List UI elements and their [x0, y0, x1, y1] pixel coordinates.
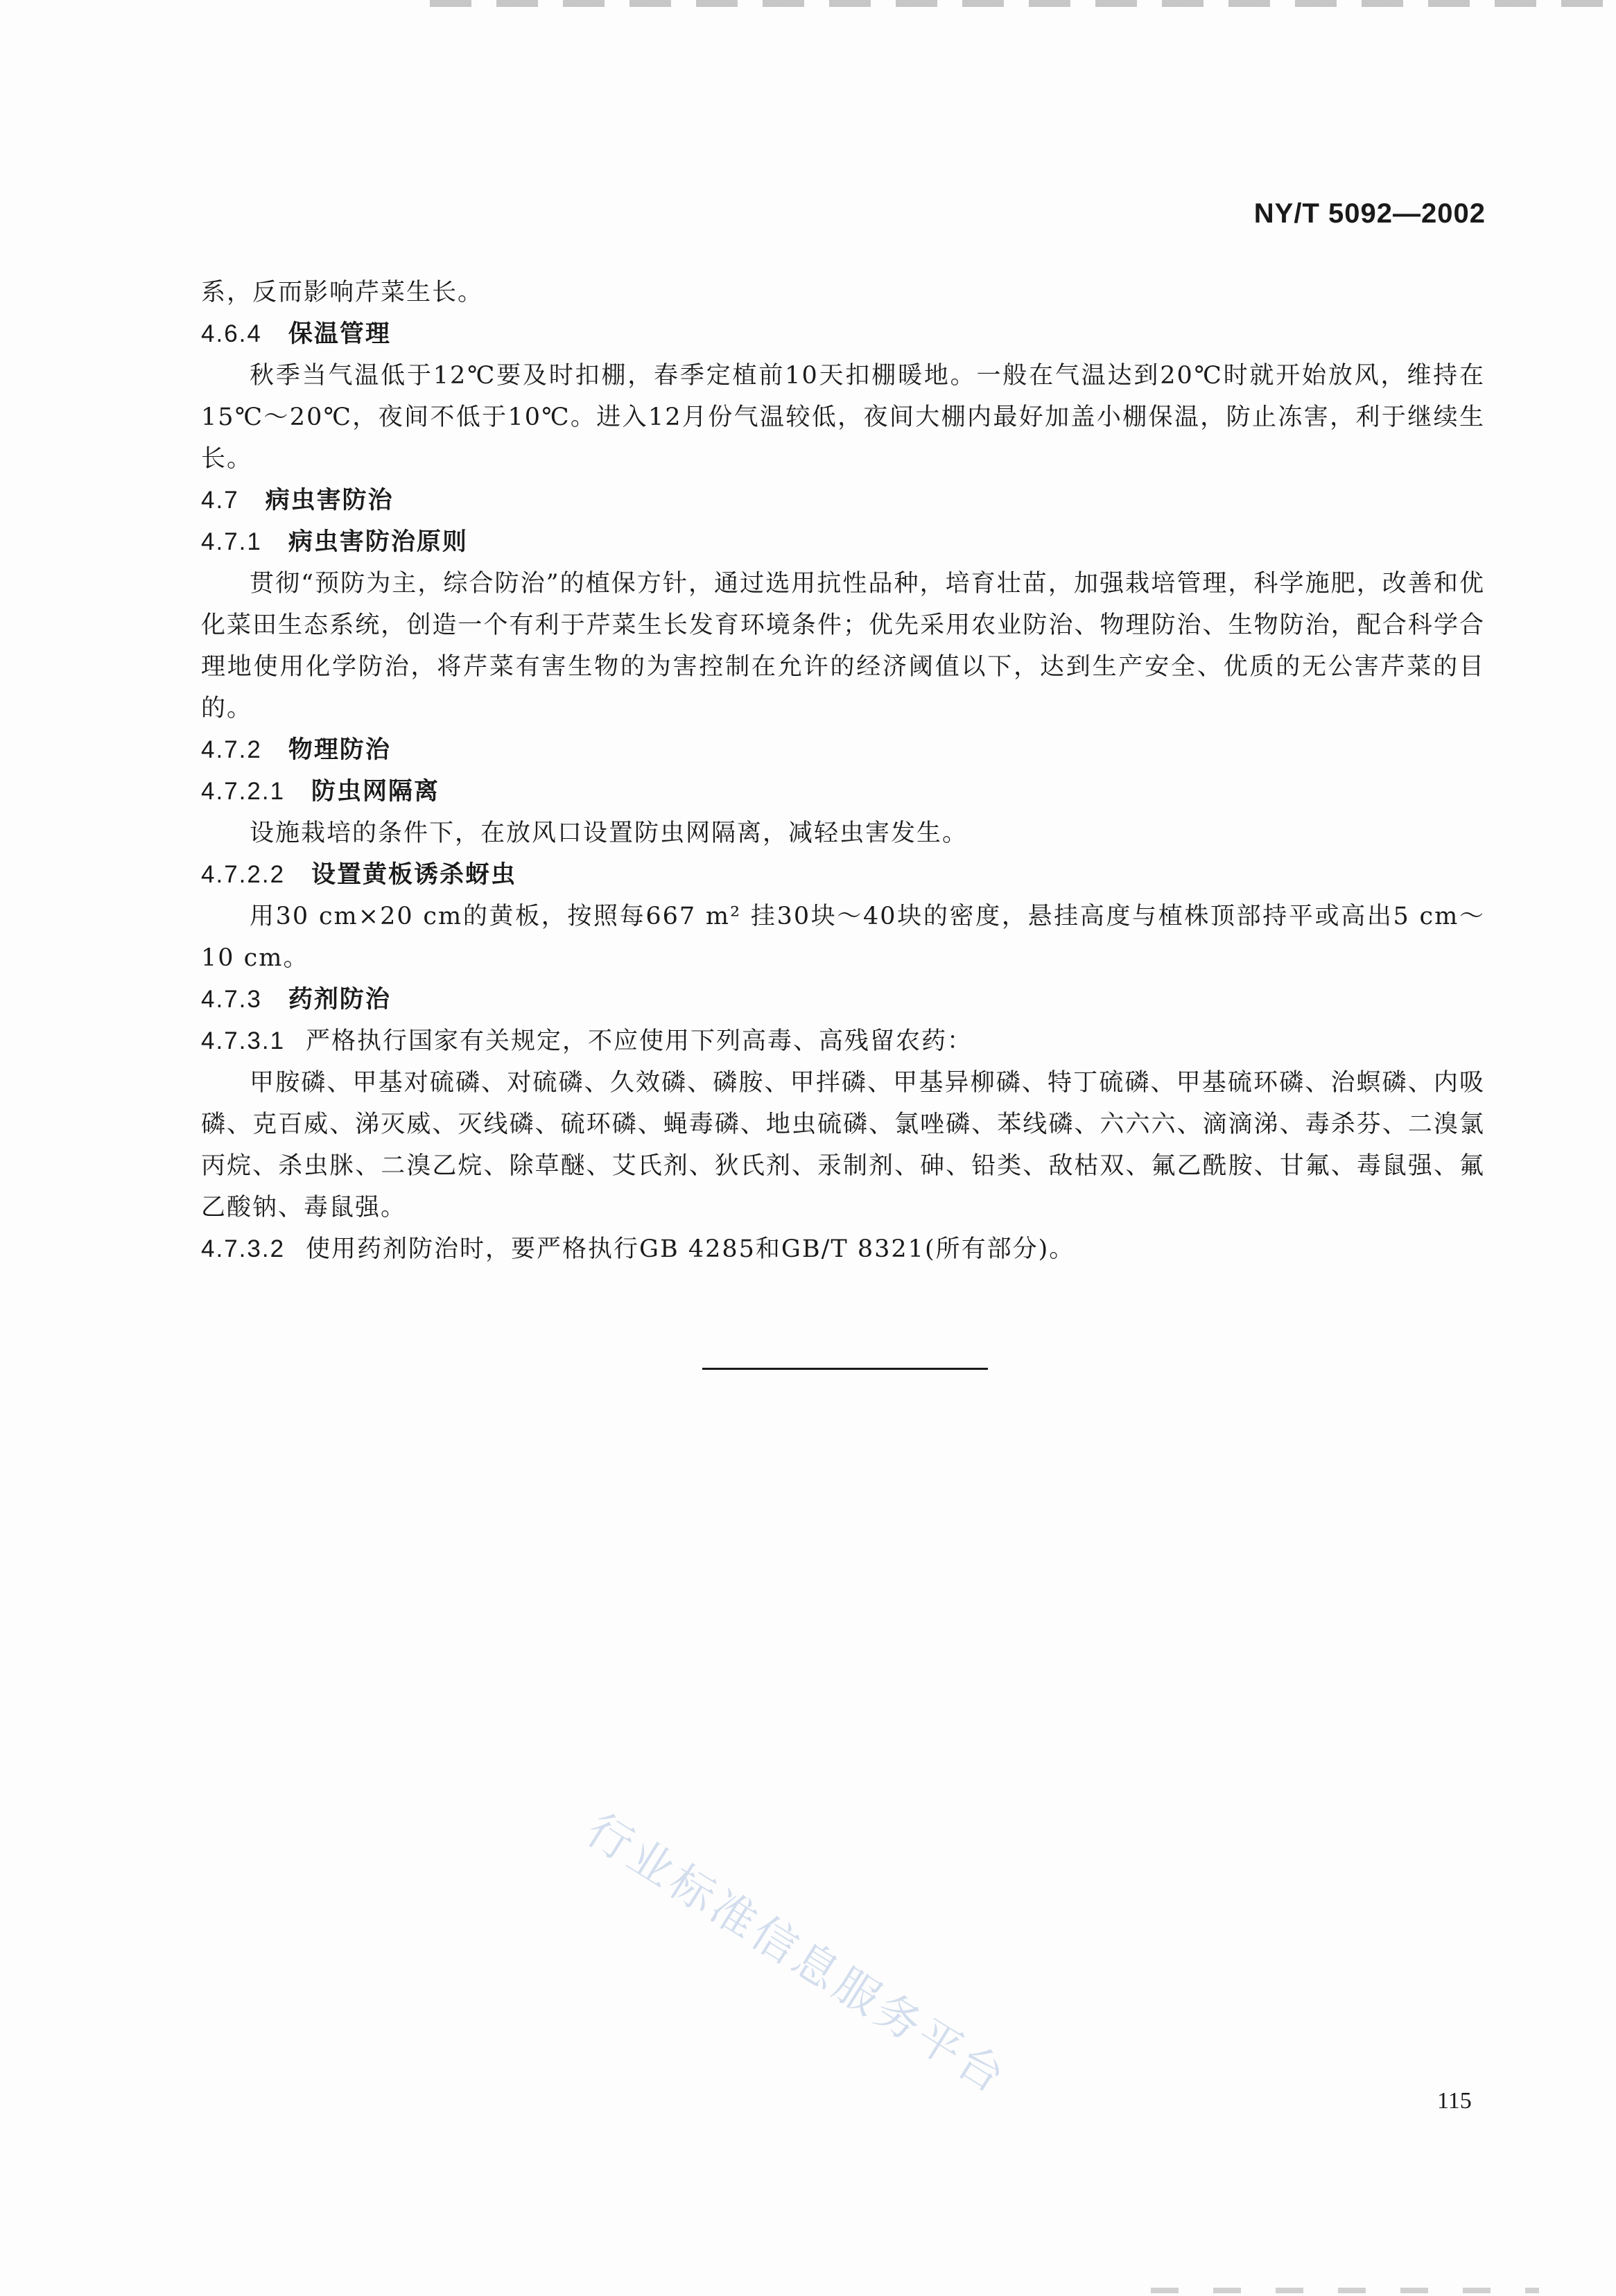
standard-code: NY/T 5092—2002 — [1253, 198, 1486, 229]
section-title: 防虫网隔离 — [311, 778, 440, 806]
section-4-7-3-1-clause — [201, 1020, 1485, 1062]
section-number: 4.7.2 — [201, 736, 262, 763]
section-4-7-heading — [201, 480, 1485, 521]
section-number: 4.7.1 — [201, 528, 262, 555]
end-of-document-rule — [702, 1368, 988, 1370]
section-4-7-3-heading — [201, 979, 1485, 1020]
section-number: 4.7.3 — [201, 986, 262, 1013]
section-number: 4.7.2.2 — [201, 861, 286, 888]
section-4-7-3-2-clause — [201, 1228, 1485, 1270]
section-4-7-1-text: 贯彻“预防为主，综合防治”的植保方针，通过选用抗性品种，培育壮苗，加强栽培管理，科学施肥，改善和优化菜田生态系统，创造一个有利于芹菜生长发育环境条件；优先采用农业防治、物理防治、生物防治，配合科学合理地使用化学防治，将芹菜有害生物的为害控制在允许的经济阈值以下，达到生产安全、优质的无公害芹菜的目的。 — [201, 570, 1485, 722]
section-4-7-2-heading — [201, 729, 1485, 771]
section-number: 4.7.3.2 — [201, 1235, 286, 1262]
section-title: 病虫害防治原则 — [288, 528, 468, 556]
scan-artifact-top — [430, 0, 1608, 7]
page-number: 115 — [1437, 2088, 1472, 2114]
continuation-paragraph: 系，反而影响芹菜生长。 — [201, 279, 484, 306]
section-title: 保温管理 — [288, 320, 391, 348]
document-body — [201, 272, 1485, 1270]
section-number: 4.7.2.1 — [201, 778, 286, 805]
banned-pesticide-list: 甲胺磷、甲基对硫磷、对硫磷、久效磷、磷胺、甲拌磷、甲基异柳磷、特丁硫磷、甲基硫环磷、治螟磷、内吸磷、克百威、涕灭威、灭线磷、硫环磷、蝇毒磷、地虫硫磷、氯唑磷、苯线磷、六六六、滴滴涕、毒杀芬、二溴氯丙烷、杀虫脒、二溴乙烷、除草醚、艾氏剂、狄氏剂、汞制剂、砷、铅类、敌枯双、氟乙酰胺、甘氟、毒鼠强、氟乙酸钠、毒鼠强。 — [201, 1069, 1485, 1221]
section-number: 4.7.3.1 — [201, 1027, 286, 1054]
section-4-7-2-1-heading — [201, 771, 1485, 812]
clause-text: 严格执行国家有关规定，不应使用下列高毒、高残留农药： — [306, 1027, 973, 1055]
section-4-7-2-2-text: 用30 cm×20 cm的黄板，按照每667 m² 挂30块～40块的密度，悬挂高度与植株顶部持平或高出5 cm～10 cm。 — [201, 903, 1485, 972]
section-number: 4.6.4 — [201, 320, 262, 347]
section-4-7-2-1-text: 设施栽培的条件下，在放风口设置防虫网隔离，减轻虫害发生。 — [250, 819, 968, 847]
section-4-7-1-heading — [201, 521, 1485, 563]
section-title: 病虫害防治 — [265, 487, 394, 514]
section-title: 设置黄板诱杀蚜虫 — [311, 861, 517, 889]
section-4-6-4-text: 秋季当气温低于12℃要及时扣棚，春季定植前10天扣棚暖地。一般在气温达到20℃时就开始放风，维持在15℃～20℃，夜间不低于10℃。进入12月份气温较低，夜间大棚内最好加盖小棚保温，防止冻害，利于继续生长。 — [201, 362, 1485, 473]
section-title: 药剂防治 — [288, 986, 391, 1014]
scan-artifact-bottom — [1151, 2288, 1539, 2293]
section-title: 物理防治 — [288, 736, 391, 764]
section-4-6-4-heading — [201, 313, 1485, 355]
section-4-7-2-2-heading — [201, 854, 1485, 896]
section-number: 4.7 — [201, 487, 239, 514]
clause-text: 使用药剂防治时，要严格执行GB 4285和GB/T 8321(所有部分)。 — [306, 1235, 1075, 1263]
watermark: 行业标准信息服务平台 — [577, 1804, 1016, 2105]
